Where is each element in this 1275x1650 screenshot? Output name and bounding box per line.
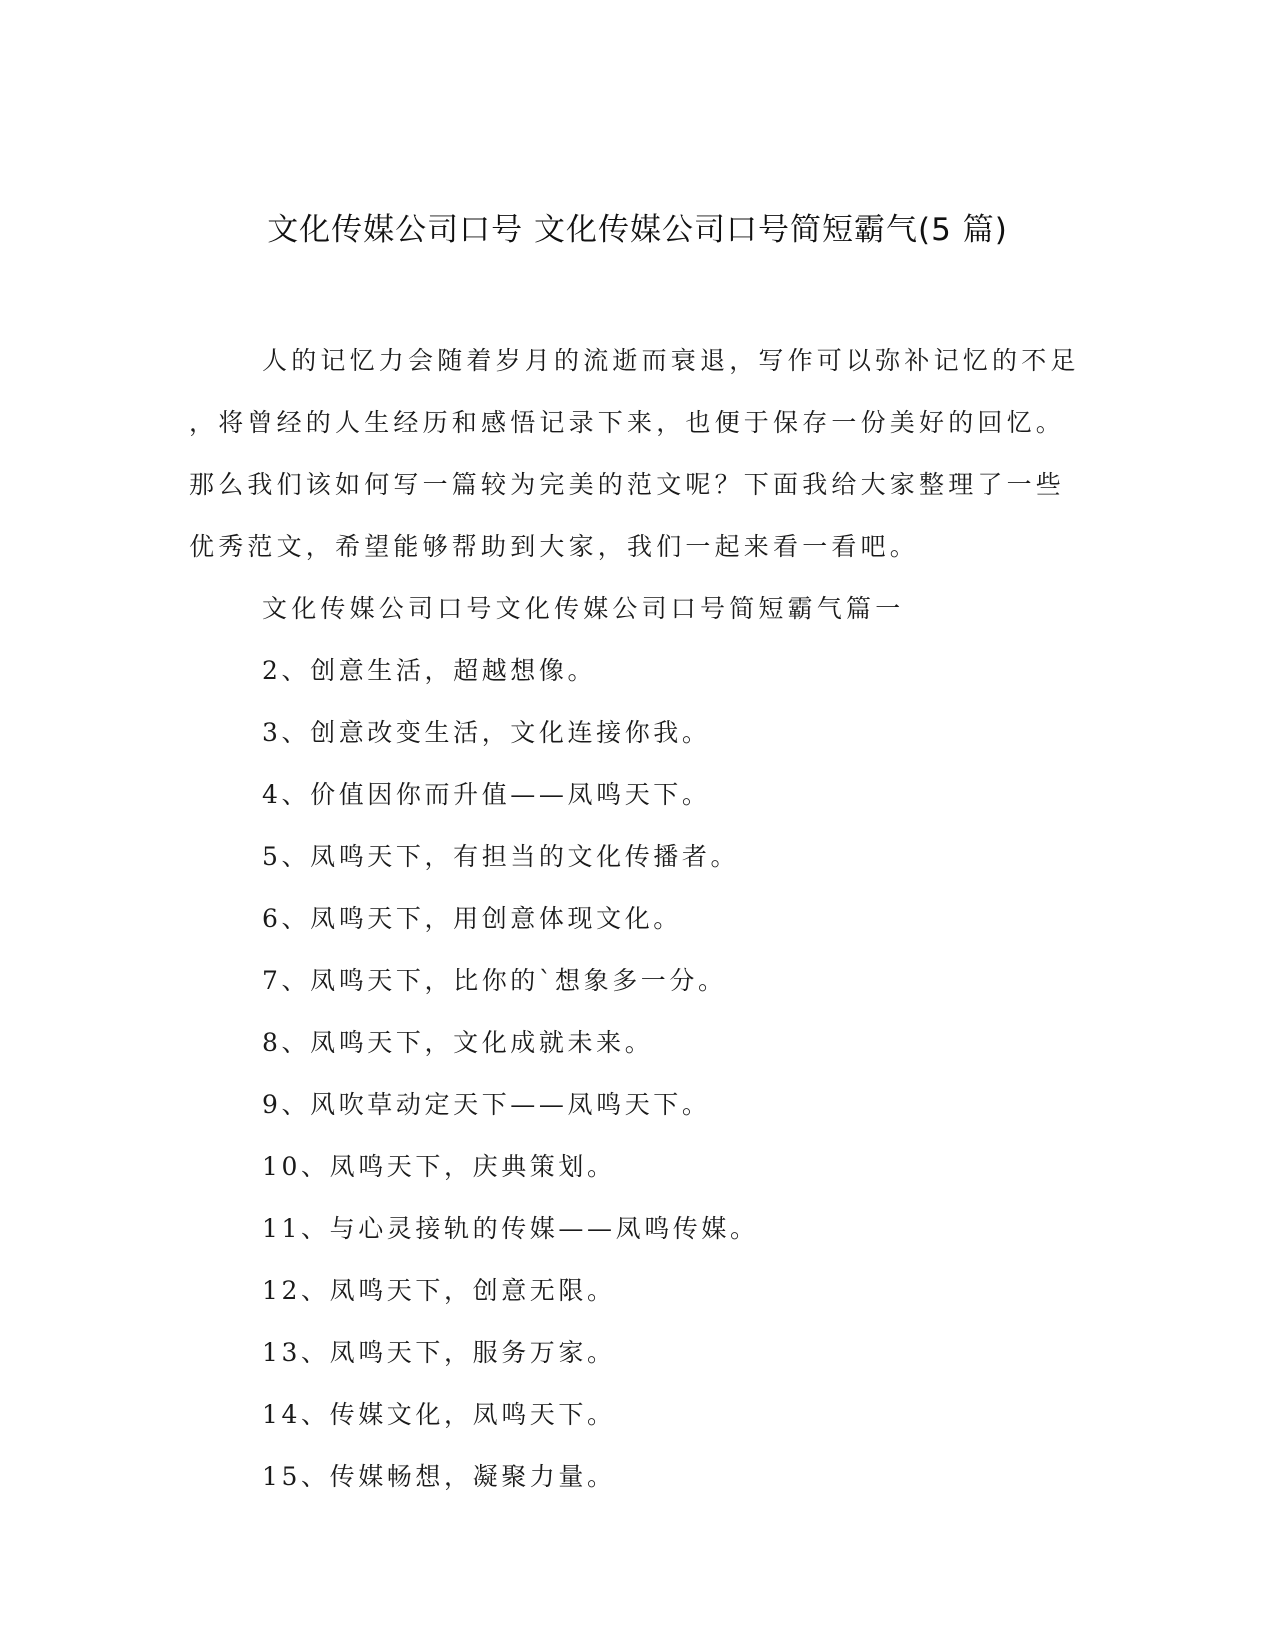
list-item: 4、价值因你而升值——凤鸣天下。 <box>262 780 711 809</box>
list-item: 2、创意生活，超越想像。 <box>262 656 597 685</box>
list-item: 14、传媒文化，凤鸣天下。 <box>262 1400 616 1429</box>
list-item: 3、创意改变生活，文化连接你我。 <box>262 718 711 747</box>
list-item: 11、与心灵接轨的传媒——凤鸣传媒。 <box>262 1214 759 1243</box>
document-body <box>189 330 1079 1508</box>
section-heading: 文化传媒公司口号文化传媒公司口号简短霸气篇一 <box>262 594 905 623</box>
intro-line: ，将曾经的人生经历和感悟记录下来，也便于保存一份美好的回忆。 <box>189 408 1066 437</box>
intro-line: 优秀范文，希望能够帮助到大家，我们一起来看一看吧。 <box>189 532 920 561</box>
list-item: 15、传媒畅想，凝聚力量。 <box>262 1462 616 1491</box>
list-item: 7、凤鸣天下，比你的`想象多一分。 <box>262 966 727 995</box>
intro-line: 那么我们该如何写一篇较为完美的范文呢？下面我给大家整理了一些 <box>189 470 1066 499</box>
list-item: 5、凤鸣天下，有担当的文化传播者。 <box>262 842 740 871</box>
list-item: 12、凤鸣天下，创意无限。 <box>262 1276 616 1305</box>
list-item: 13、凤鸣天下，服务万家。 <box>262 1338 616 1367</box>
list-item: 10、凤鸣天下，庆典策划。 <box>262 1152 616 1181</box>
list-item: 8、凤鸣天下，文化成就未来。 <box>262 1028 654 1057</box>
document-title: 文化传媒公司口号 文化传媒公司口号简短霸气(5 篇) <box>267 212 1008 248</box>
list-item: 6、凤鸣天下，用创意体现文化。 <box>262 904 682 933</box>
list-item: 9、风吹草动定天下——凤鸣天下。 <box>262 1090 711 1119</box>
intro-line: 人的记忆力会随着岁月的流逝而衰退，写作可以弥补记忆的不足 <box>262 346 1080 375</box>
